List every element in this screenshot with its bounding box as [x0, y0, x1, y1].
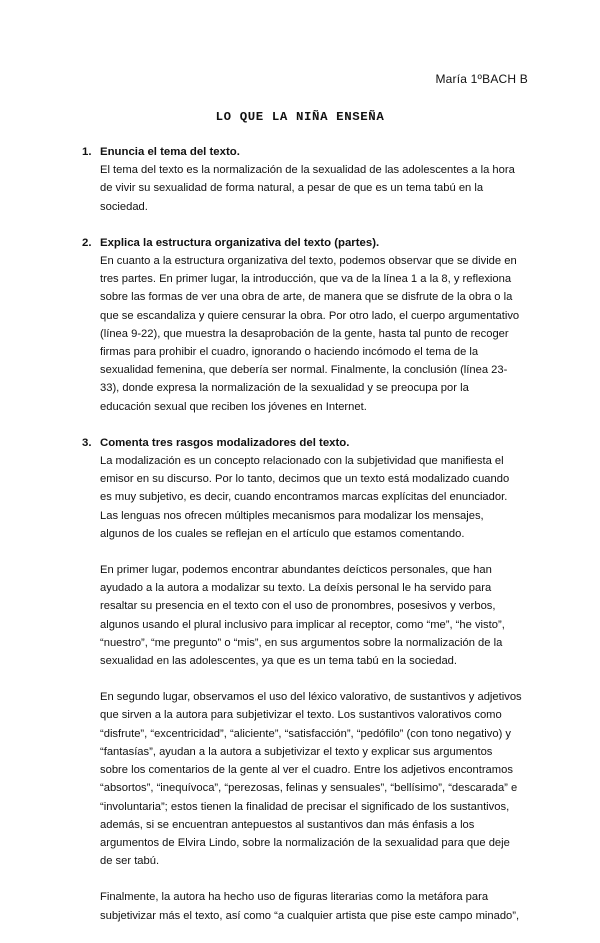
section-heading: [82, 143, 522, 161]
section-1: [82, 143, 522, 216]
section-number: 1.: [82, 146, 92, 158]
document-body: [82, 143, 522, 943]
section-2: [82, 234, 522, 416]
paragraph: En primer lugar, podemos encontrar abundantes deícticos personales, que han ayudado a la autora a modalizar su texto. La deíxis personal le ha servido para resaltar su presencia en el texto con el uso de pronombres, posesivos y verbos, algunos usando el plural inclusivo para implicar al receptor, como “me”, “he visto”, “nuestro”, “me pregunto” o “mis”, en sus argumentos sobre la normalización de la sexualidad en las adolescentes, ya que es un tema tabú en la sociedad.: [100, 564, 505, 668]
section-heading-text: Comenta tres rasgos modalizadores del texto.: [100, 436, 350, 449]
section-heading-text: Explica la estructura organizativa del texto (partes).: [100, 236, 380, 249]
section-heading: [82, 434, 522, 452]
paragraph: En segundo lugar, observamos el uso del léxico valorativo, de sustantivos y adjetivos que sirven a la autora para subjetivizar el texto. Los sustantivos valorativos como “disfrute”, “excentricidad”, “aliciente”, “satisfacción”, “pedófilo” (con tono negativo) y “fantasías”, ayudan a la autora a subjetivizar el texto y explicar sus argumentos sobre los comentarios de la gente al ver el cuadro. Entre los adjetivos encontramos “absortos”, “inequívoca”, “perezosas, felinas y sensuales”, “bellísimo”, “descarada” e “involuntaria”; estos tienen la finalidad de precisar el significado de los sustantivos, además, si se encuentran antepuestos al sustantivos dan más énfasis a los argumentos de Elvira Lindo, sobre la normalización de la sexualidad para que deje de ser tabú.: [100, 691, 522, 868]
paragraph: La modalización es un concepto relacionado con la subjetividad que manifiesta el emisor en su discurso. Por lo tanto, decimos que un texto está modalizado cuando es muy subjetivo, es decir, cuando encontramos marcas explícitas del enunciador. Las lenguas nos ofrecen múltiples mecanismos para modalizar los mensajes, algunos de los cuales se reflejan en el artículo que estamos comentando.: [100, 455, 510, 540]
author-line: María 1ºBACH B: [435, 72, 528, 86]
section-number: 3.: [82, 436, 92, 449]
paragraph: Finalmente, la autora ha hecho uso de figuras literarias como la metáfora para subjetivizar más el texto, así como “a cualquier artista que pise este campo minado”,: [100, 891, 520, 922]
section-heading-text: Enuncia el tema del texto.: [100, 146, 240, 158]
section-3: [82, 434, 522, 925]
document-title: LO QUE LA NIÑA ENSEÑA: [215, 110, 385, 124]
paragraph: El tema del texto es la normalización de la sexualidad de las adolescentes a la hora de vivir su sexualidad de forma natural, a pesar de que es un tema tabú en la sociedad.: [100, 164, 515, 213]
section-number: 2.: [82, 236, 92, 249]
paragraph: En cuanto a la estructura organizativa del texto, podemos observar que se divide en tres partes. En primer lugar, la introducción, que va de la línea 1 a la 8, y reflexiona sobre las formas de ver una obra de arte, de manera que se disfrute de la obra o la que se escandaliza y quiere censurar la obra. Por otro lado, el cuerpo argumentativo (línea 9-22), que muestra la desaprobación de la gente, hasta tal punto de recoger firmas para prohibir el cuadro, ignorando o haciendo incómodo el tema de la sexualidad femenina, que debería ser normal. Finalmente, la conclusión (línea 23-33), donde expresa la normalización de la sexualidad y se preocupa por la educación sexual que reciben los jóvenes en Internet.: [100, 255, 520, 413]
section-heading: [82, 234, 522, 252]
